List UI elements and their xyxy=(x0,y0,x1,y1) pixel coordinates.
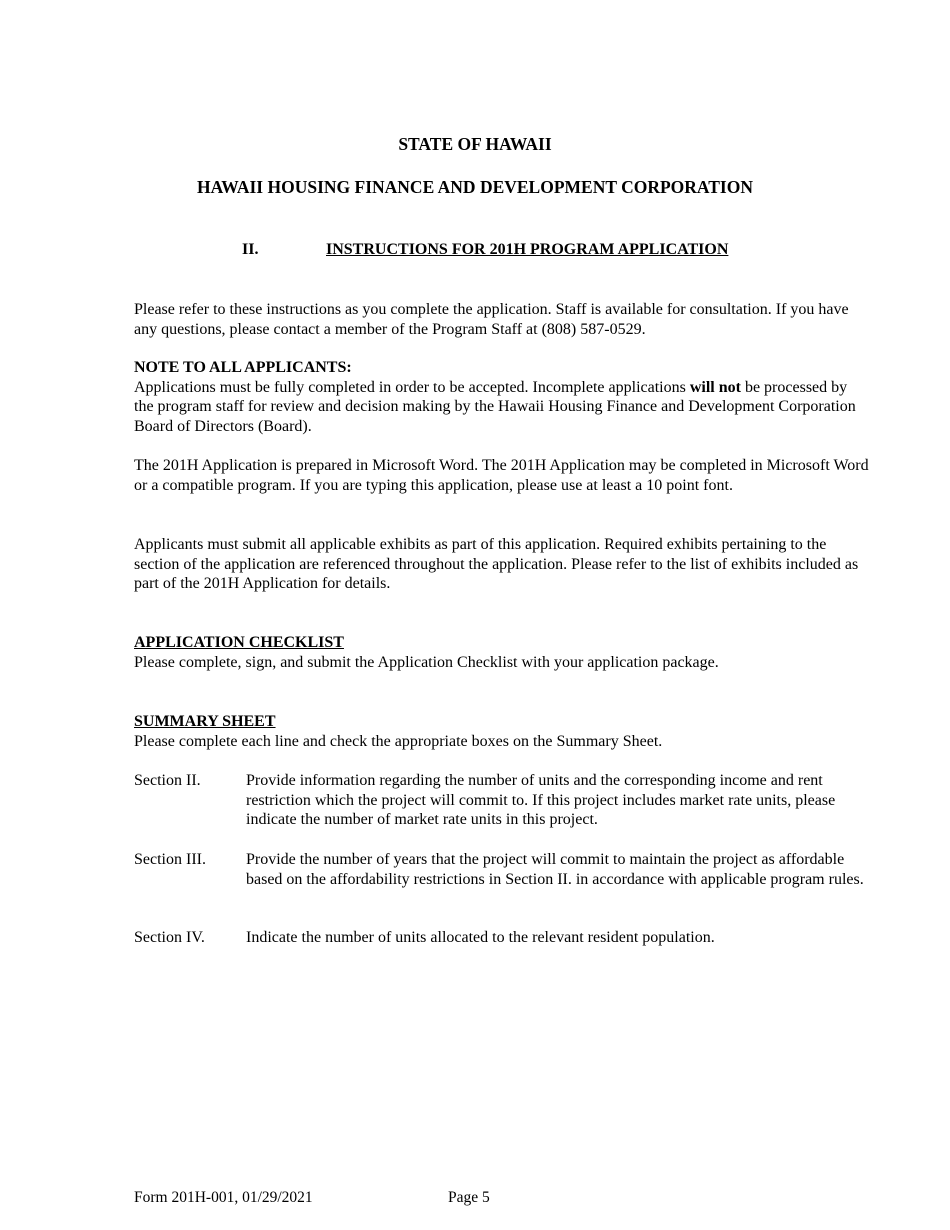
footer-form-id: Form 201H-001, 01/29/2021 xyxy=(134,1189,313,1206)
intro-text: Please refer to these instructions as you complete the application. Staff is available for consultation. If you have any questions, please contact a member of the Program Staff at (808) 587-0529. xyxy=(134,301,849,338)
word-paragraph xyxy=(134,456,869,495)
checklist-block xyxy=(134,633,869,672)
section-label: Section II. xyxy=(134,772,201,789)
note-block xyxy=(134,358,869,436)
summary-heading: SUMMARY SHEET xyxy=(134,713,276,730)
checklist-text: Please complete, sign, and submit the Application Checklist with your application package. xyxy=(134,653,719,671)
section-label: Section III. xyxy=(134,851,206,868)
summary-text: Please complete each line and check the appropriate boxes on the Summary Sheet. xyxy=(134,732,663,750)
word-text: The 201H Application is prepared in Microsoft Word. The 201H Application may be completed in Microsoft Word or a compatible program. If you are typing this application, please use at least a 10 point font. xyxy=(134,457,869,494)
note-text-after: be processed by the program staff for review and decision making by the Hawaii Housing Finance and Development Corporation Board of Directors (Board). xyxy=(134,378,856,435)
note-text-before: Applications must be fully completed in order to be accepted. Incomplete applications xyxy=(134,378,690,396)
intro-paragraph xyxy=(134,300,869,339)
state-heading: STATE OF HAWAII xyxy=(398,134,552,154)
note-emphasis: will not xyxy=(689,378,741,396)
section-label: Section IV. xyxy=(134,929,205,946)
note-paragraph xyxy=(134,378,869,437)
section-description: Provide information regarding the number of units and the corresponding income and rent restriction which the project will commit to. If this project includes market rate units, please indicate the number of market rate units in this project. xyxy=(246,772,836,828)
section-description: Provide the number of years that the project will commit to maintain the project as affordable based on the affordability restrictions in Section II. in accordance with applicable program rules. xyxy=(246,851,864,888)
note-heading: NOTE TO ALL APPLICANTS: xyxy=(134,359,352,376)
section-number: II. xyxy=(242,241,259,258)
summary-block xyxy=(134,712,869,751)
section-title: INSTRUCTIONS FOR 201H PROGRAM APPLICATION xyxy=(326,241,729,258)
checklist-heading: APPLICATION CHECKLIST xyxy=(134,634,344,651)
corporation-heading: HAWAII HOUSING FINANCE AND DEVELOPMENT CORPORATION xyxy=(196,177,753,197)
footer-page-number: Page 5 xyxy=(448,1189,490,1206)
exhibits-paragraph xyxy=(134,535,869,594)
section-description: Indicate the number of units allocated to the relevant resident population. xyxy=(246,929,715,946)
exhibits-text: Applicants must submit all applicable exhibits as part of this application. Required exhibits pertaining to the section of the application are referenced throughout the application. Please refer to the list of exhibits included as part of the 201H Application for details. xyxy=(134,536,859,592)
